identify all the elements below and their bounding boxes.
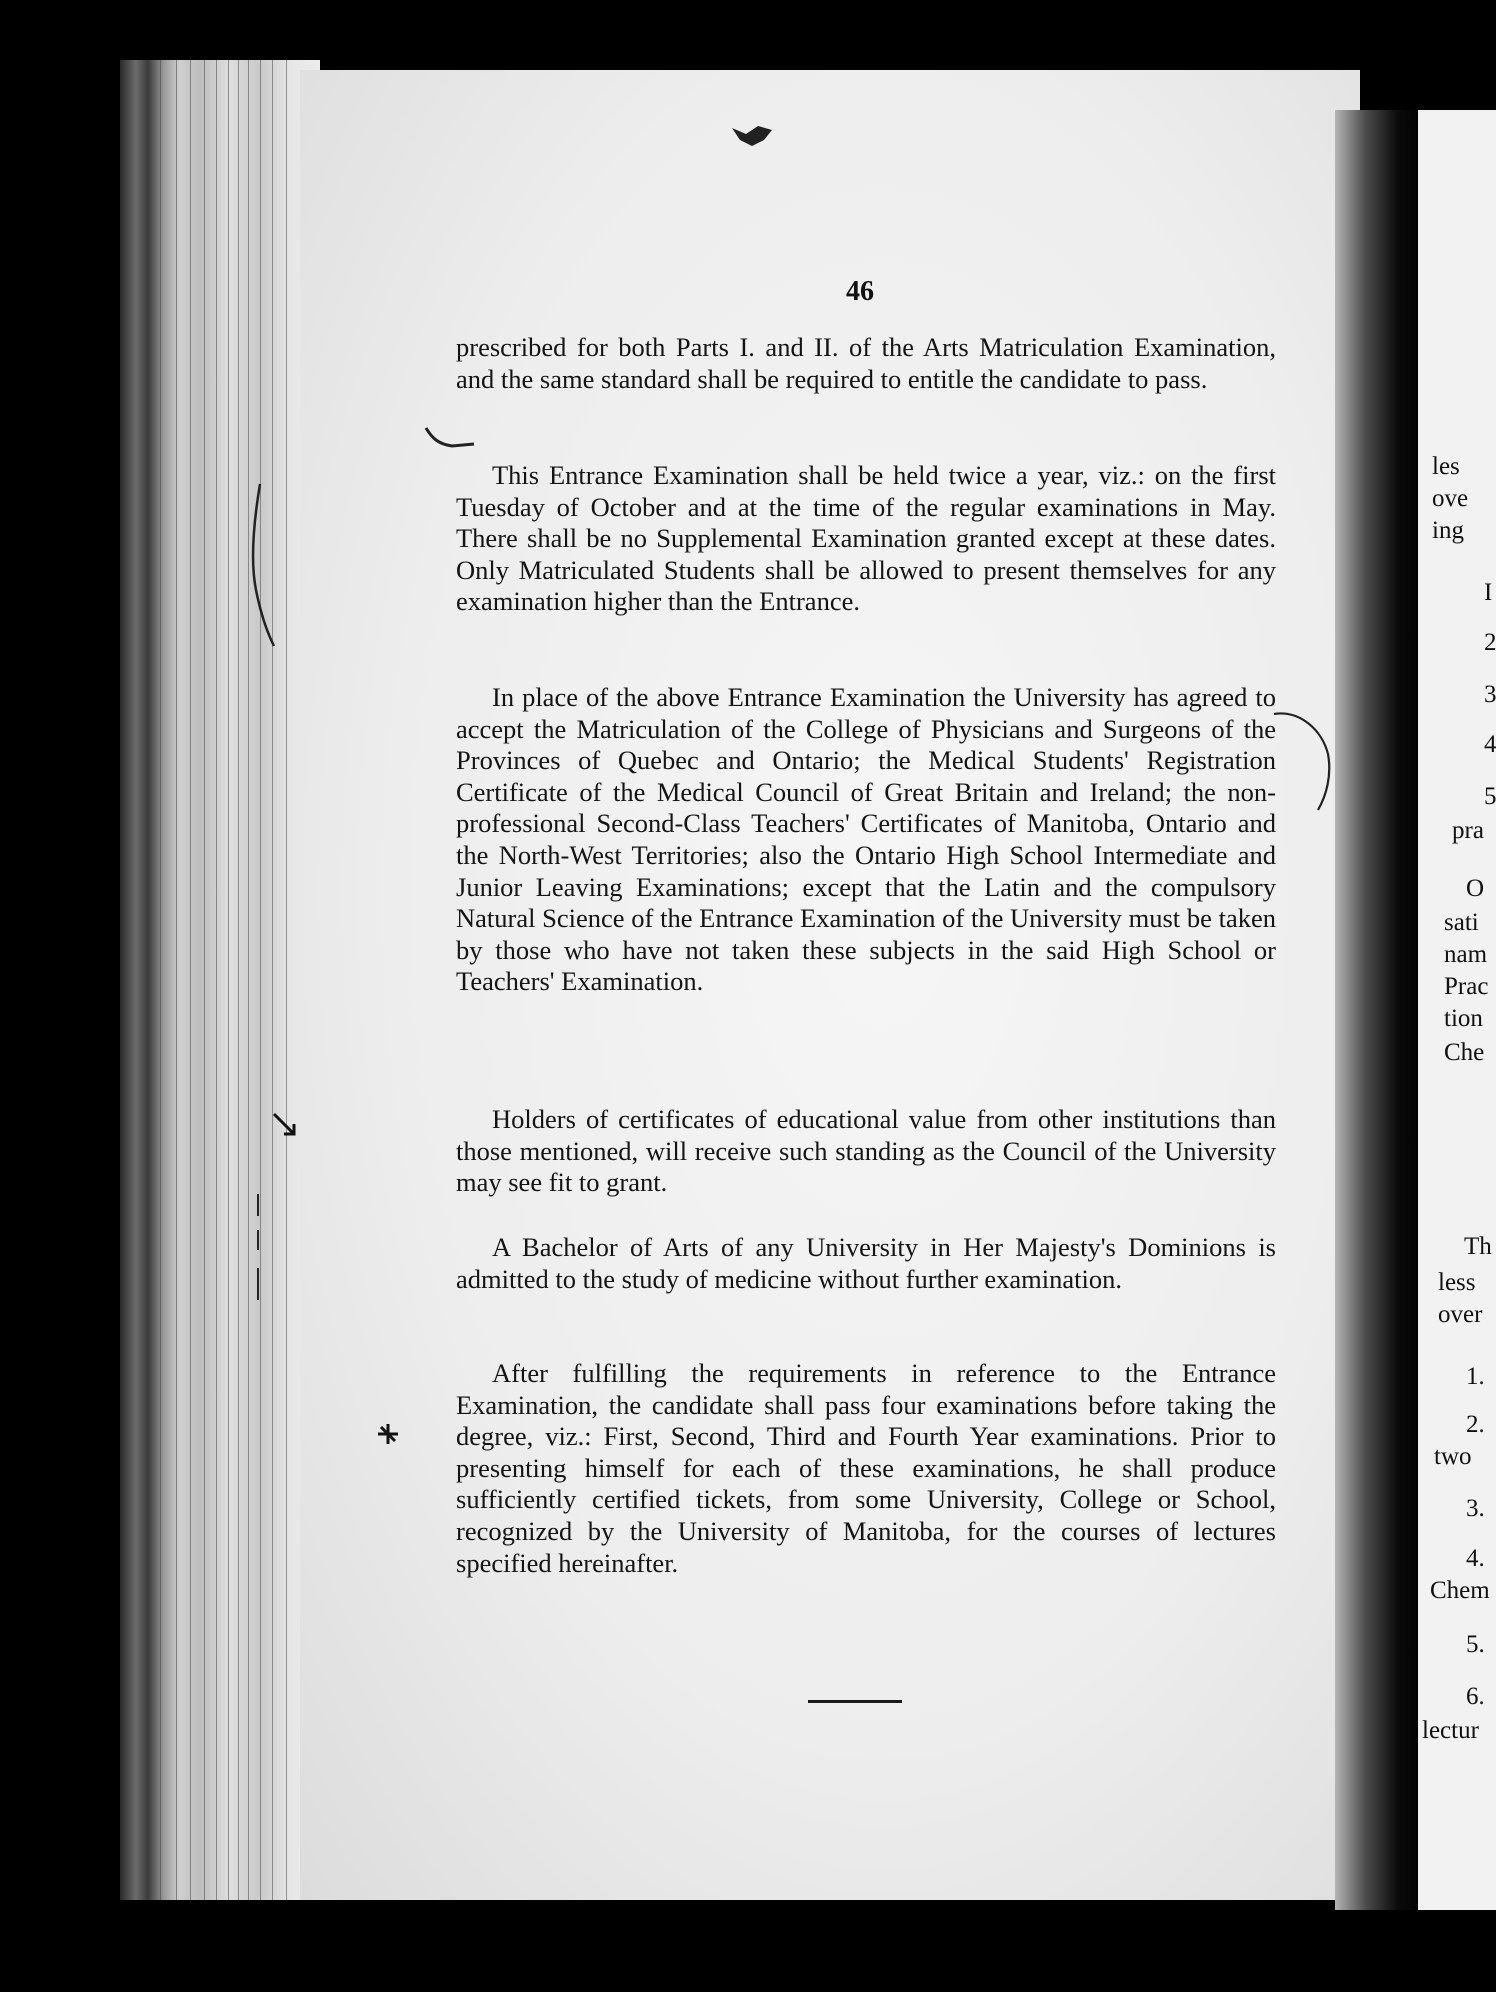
pencil-bracket-right xyxy=(1270,706,1340,816)
book-gutter xyxy=(1335,110,1425,1910)
adjacent-fragment: les xyxy=(1432,453,1460,480)
adjacent-fragment: Prac xyxy=(1444,973,1489,1000)
end-rule xyxy=(808,1700,902,1703)
adjacent-fragment: O xyxy=(1466,875,1485,902)
adjacent-fragment: Th xyxy=(1464,1233,1492,1260)
adjacent-fragment: lectur xyxy=(1422,1717,1479,1744)
adjacent-fragment: pra xyxy=(1452,817,1484,844)
pencil-mark-margin xyxy=(248,1190,268,1310)
adjacent-fragment: 2 xyxy=(1484,629,1496,656)
book-page-edges xyxy=(120,60,320,1900)
adjacent-fragment: nam xyxy=(1444,941,1488,968)
paragraph-4: Holders of certificates of educational value from other institutions than those mentioned, will receive such standing as the Council of the University may see fit to grant. xyxy=(456,1104,1276,1198)
adjacent-fragment: ing xyxy=(1432,517,1464,544)
adjacent-fragment: 2. xyxy=(1466,1411,1485,1438)
margin-asterisk xyxy=(374,1420,402,1448)
adjacent-fragment: 6. xyxy=(1466,1683,1485,1710)
adjacent-fragment: Chem xyxy=(1430,1577,1490,1604)
adjacent-fragment: 3 xyxy=(1484,681,1496,708)
pencil-mark-left xyxy=(246,480,286,650)
margin-arrow xyxy=(270,1110,300,1140)
adjacent-fragment: 5. xyxy=(1466,1631,1485,1658)
adjacent-fragment: two xyxy=(1434,1443,1472,1470)
adjacent-fragment: over xyxy=(1438,1301,1483,1328)
adjacent-fragment: I xyxy=(1484,579,1493,606)
adjacent-fragment: 1. xyxy=(1466,1363,1485,1390)
pencil-mark-tick xyxy=(422,424,482,454)
adjacent-fragment: 4 xyxy=(1484,731,1496,758)
adjacent-fragment: Che xyxy=(1444,1039,1485,1066)
paragraph-5: A Bachelor of Arts of any University in Her Majesty's Dominions is admitted to the study of medicine without further examination. xyxy=(456,1232,1276,1294)
adjacent-fragment: 5 xyxy=(1484,783,1496,810)
paragraph-6: After fulfilling the requirements in reference to the Entrance Examination, the candidate shall pass four examinations before taking the degree, viz.: First, Second, Third and Fourth Year examinations. Prior to presenting himself for each of these examinations, he shall produce sufficiently certified tickets, from some University, College or School, recognized by the University of Manitoba, for the courses of lectures specified hereinafter. xyxy=(456,1358,1276,1578)
paragraph-2: This Entrance Examination shall be held twice a year, viz.: on the first Tuesday of October and at the time of the regular examinations in May. There shall be no Supplemental Examination granted except at these dates. Only Matriculated Students shall be allowed to present themselves for any examination higher than the Entrance. xyxy=(456,460,1276,617)
adjacent-fragment: 4. xyxy=(1466,1545,1485,1572)
paragraph-1: prescribed for both Parts I. and II. of the Arts Matriculation Examination, and the same standard shall be required to entitle the candidate to pass. xyxy=(456,332,1276,394)
adjacent-fragment: less xyxy=(1438,1269,1476,1296)
adjacent-fragment: ove xyxy=(1432,485,1469,512)
page-number: 46 xyxy=(846,276,874,307)
adjacent-fragment: sati xyxy=(1444,909,1479,936)
paragraph-3: In place of the above Entrance Examination the University has agreed to accept the Matriculation of the College of Physicians and Surgeons of the Provinces of Quebec and Ontario; the Medical Students' Registration Certificate of the Medical Council of Great Britain and Ireland; the non-professional Second-Class Teachers' Certificates of Manitoba, Ontario and the North-West Territories; also the Ontario High School Intermediate and Junior Leaving Examinations; except that the Latin and the compulsory Natural Science of the Entrance Examination of the University must be taken by those who have not taken these subjects in the said High School or Teachers' Examination. xyxy=(456,682,1276,997)
adjacent-fragment: 3. xyxy=(1466,1495,1485,1522)
adjacent-fragment: tion xyxy=(1444,1005,1483,1032)
ink-blot xyxy=(728,118,778,152)
